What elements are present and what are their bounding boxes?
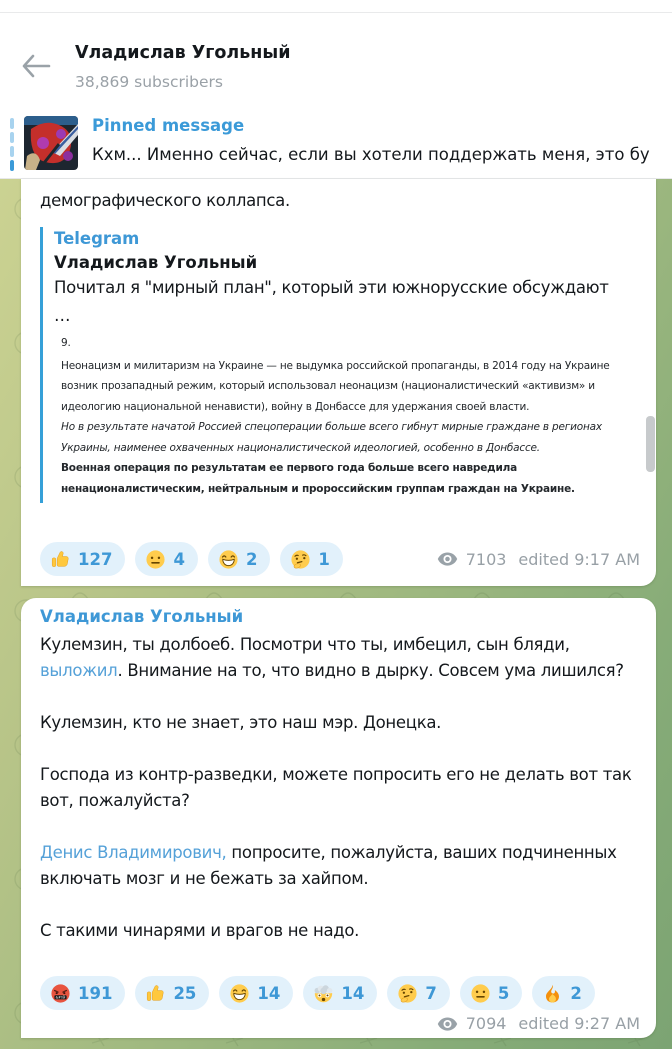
reaction-count: 2	[570, 983, 582, 1003]
embedded-paragraph: Но в результате начатой Россией спецоперации больше всего гибнут мирные граждане в регионах Украины, наименее охваченных националистической идеологией, особенно в Донбассе.	[61, 421, 602, 454]
pinned-thumbnail-image	[24, 116, 78, 170]
exploding-head-icon	[313, 983, 334, 1004]
screenshot-scrollbar-thumb	[646, 416, 655, 472]
edited-time: edited 9:17 AM	[518, 549, 640, 569]
subscriber-count: 38,869 subscribers	[75, 73, 223, 91]
reaction-count: 1	[318, 549, 330, 569]
message-paragraph	[40, 762, 640, 814]
message-meta	[437, 1014, 640, 1033]
link-preview-description: Почитал я "мирный план", который эти южнорусские обсуждают	[54, 278, 609, 297]
text-run: Кулемзин, кто не знает, это наш мэр. Донецка.	[40, 713, 442, 732]
reaction-count: 7	[425, 983, 437, 1003]
views-count: 7103	[465, 549, 507, 569]
reaction-count: 127	[78, 549, 113, 569]
reaction-neutral-face[interactable]	[135, 542, 197, 576]
reactions-row-1	[40, 542, 640, 576]
pinned-message-preview: Кхм... Именно сейчас, если вы хотели поддержать меня, это бу	[92, 145, 650, 164]
neutral-face-icon	[145, 549, 166, 570]
channel-header[interactable]	[0, 13, 672, 109]
pinned-indicator-segment	[10, 118, 14, 129]
grinning-face-icon	[229, 983, 250, 1004]
reaction-thinking-face[interactable]	[387, 976, 449, 1010]
grinning-face-icon	[218, 549, 239, 570]
embedded-screenshot-image	[54, 330, 638, 503]
message-paragraph	[40, 840, 640, 892]
reaction-count: 4	[173, 549, 185, 569]
reaction-grinning-face[interactable]	[219, 976, 293, 1010]
back-button[interactable]	[20, 53, 54, 83]
reaction-thumbs-up[interactable]	[135, 976, 209, 1010]
views-eye-icon	[437, 552, 458, 566]
message-paragraph	[40, 710, 640, 736]
message-meta	[437, 550, 640, 569]
reaction-count: 2	[245, 549, 258, 569]
window-top-strip	[0, 0, 672, 13]
embedded-item-number: 9.	[61, 337, 71, 349]
link-preview-quote[interactable]	[40, 227, 638, 503]
message-paragraph	[40, 632, 640, 684]
channel-title: Vладислав Угольный	[75, 43, 291, 63]
pinned-message-bar[interactable]	[0, 108, 672, 179]
views-count: 7094	[465, 1014, 507, 1033]
inline-link[interactable]: выложил	[40, 661, 118, 680]
thinking-face-icon	[397, 983, 418, 1004]
embedded-paragraphs	[61, 356, 638, 500]
enraged-face-icon	[50, 983, 71, 1004]
back-arrow-icon	[20, 64, 52, 83]
neutral-face-icon	[470, 983, 491, 1004]
message-author: Vладислав Угольный	[40, 607, 244, 626]
message-1-text: демографического коллапса.	[40, 191, 290, 210]
inline-link[interactable]: Денис Владимирович,	[40, 843, 227, 862]
embedded-paragraph: Неонацизм и милитаризм на Украине — не выдумка российской пропаганды, в 2014 году на Украине возник прозападный режим, который использовал неонацизм (националистический «активизм» и идеологию национальной ненависти), войну в Донбассе для удержания своей власти.	[61, 359, 610, 413]
text-run: попросите, пожалуйста, ваших подчиненных включать мозг и не бежать за хайпом.	[40, 843, 617, 888]
reaction-count: 14	[341, 983, 365, 1003]
views-eye-icon	[437, 1017, 458, 1031]
reaction-grinning-face[interactable]	[208, 542, 270, 576]
message-bubble-1[interactable]	[21, 179, 656, 586]
svg-text:&#!@: &#!@	[55, 994, 66, 999]
reaction-thumbs-up[interactable]	[40, 542, 125, 576]
thumbs-up-icon	[145, 983, 166, 1004]
message-2-body	[40, 632, 640, 944]
pinned-indicator-segment	[10, 146, 14, 157]
reaction-fire[interactable]	[532, 976, 594, 1010]
link-preview-site: Telegram	[54, 229, 140, 248]
reaction-enraged-face[interactable]	[40, 976, 125, 1010]
edited-time: edited 9:27 AM	[518, 1014, 640, 1033]
pinned-message-label: Pinned message	[92, 116, 245, 135]
reaction-count: 14	[257, 983, 281, 1003]
text-run: Господа из контр-разведки, можете попросить его не делать вот так вот, пожалуйста?	[40, 765, 632, 810]
text-run: . Внимание на то, что видно в дырку. Совсем ума лишился?	[117, 661, 624, 680]
thumbs-up-icon	[50, 549, 71, 570]
text-run: Кулемзин, ты долбоеб. Посмотри что ты, имбецил, сын бляди,	[40, 635, 570, 654]
reaction-count: 191	[78, 983, 113, 1003]
fire-icon	[542, 983, 563, 1004]
link-preview-ellipsis: …	[54, 306, 71, 325]
reaction-thinking-face[interactable]	[280, 542, 342, 576]
chat-background	[0, 179, 672, 1049]
reactions-row-2	[40, 976, 640, 1033]
pinned-indicator-segment-active	[10, 160, 14, 171]
reaction-neutral-face[interactable]	[460, 976, 522, 1010]
pinned-indicator-segment	[10, 132, 14, 143]
reaction-count: 25	[173, 983, 197, 1003]
message-bubble-2[interactable]	[21, 598, 656, 1038]
embedded-paragraph: Военная операция по результатам ее первого года больше всего навредила ненационалистическим, нейтральным и пророссийским группам граждан на Украине.	[61, 462, 575, 495]
message-paragraph	[40, 918, 640, 944]
reaction-exploding-head[interactable]	[303, 976, 377, 1010]
text-run: С такими чинарями и врагов не надо.	[40, 921, 360, 940]
thinking-face-icon	[290, 549, 311, 570]
link-preview-author: Vладислав Угольный	[54, 253, 258, 272]
reaction-count: 5	[497, 983, 510, 1003]
